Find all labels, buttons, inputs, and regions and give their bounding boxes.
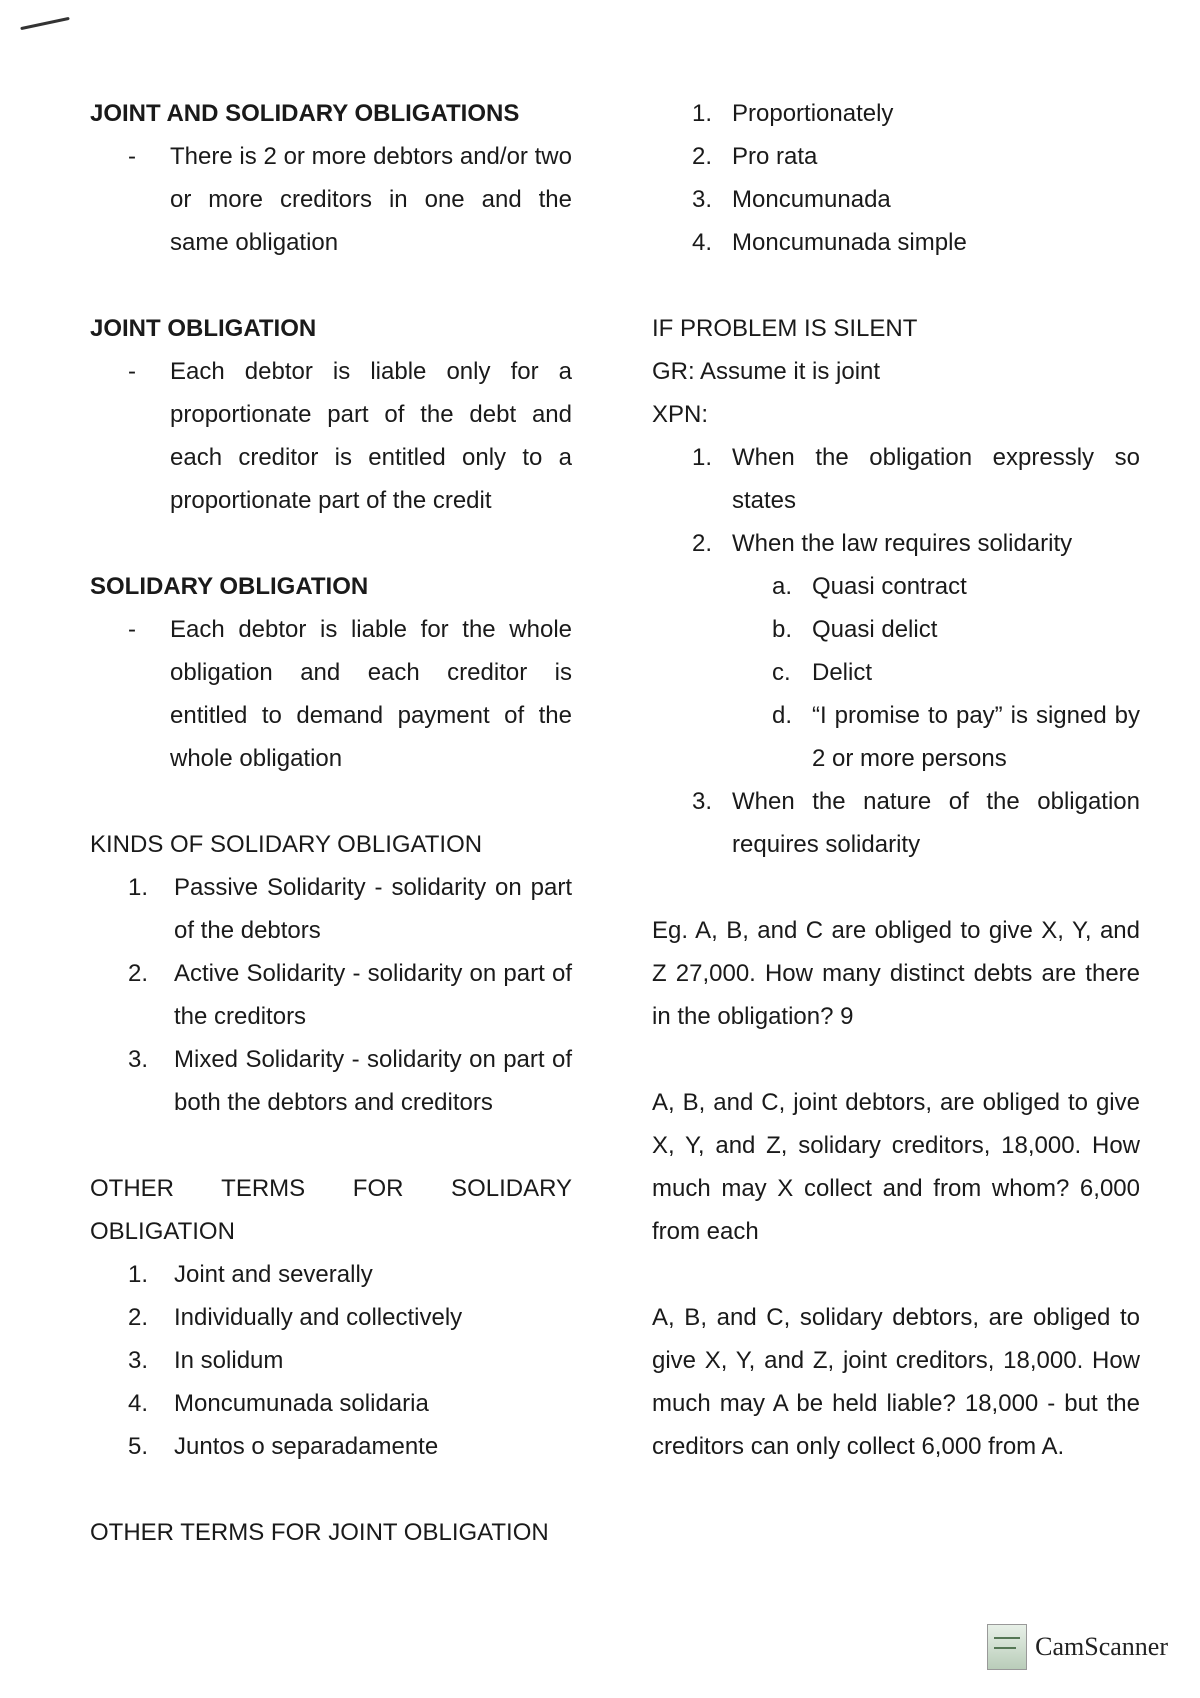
list-text: Moncumunada simple	[732, 229, 967, 256]
list-text: When the law requires solidarity	[732, 530, 1073, 557]
section-solidary-obligation	[90, 565, 572, 780]
heading-kinds-of-solidary: KINDS OF SOLIDARY OBLIGATION	[90, 831, 483, 858]
heading-other-terms-joint: OTHER TERMS FOR JOINT OBLIGATION	[90, 1519, 549, 1546]
list-number: 1.	[128, 1261, 149, 1288]
list-number: 2.	[128, 1304, 149, 1331]
list-number: 3.	[692, 186, 713, 213]
list-text: Moncumunada solidaria	[174, 1390, 429, 1417]
section-joint-obligation	[90, 307, 572, 522]
list-item	[90, 1382, 572, 1425]
list-item	[652, 135, 1140, 178]
list-text: Proportionately	[732, 100, 894, 127]
definition-text: Each debtor is liable for the whole obligation and each creditor is entitled to demand payment of the whole obligation	[170, 616, 572, 772]
list-number: 1.	[128, 874, 149, 901]
definition-joint-and-solidary	[90, 135, 572, 264]
exceptions-list	[652, 436, 1140, 565]
camscanner-watermark	[987, 1624, 1168, 1670]
dash-bullet: -	[128, 143, 136, 170]
list-number: 2.	[128, 960, 149, 987]
list-text: Pro rata	[732, 143, 818, 170]
section-kinds-of-solidary	[90, 823, 572, 1124]
scan-pen-mark	[20, 17, 70, 30]
sublist-item	[652, 694, 1140, 780]
list-text: Mixed Solidarity - solidarity on part of both the debtors and creditors	[174, 1046, 572, 1116]
example-distinct-debts: Eg. A, B, and C are obliged to give X, Y, and Z 27,000. How many distinct debts are there in the obligation? 9	[652, 917, 1140, 1030]
camscanner-brand: CamScanner	[1035, 1632, 1168, 1661]
general-rule: GR: Assume it is joint	[652, 358, 881, 385]
sublist-letter: d.	[772, 702, 793, 729]
definition-joint-obligation	[90, 350, 572, 522]
other-terms-solidary-list	[90, 1253, 572, 1468]
list-item	[652, 178, 1140, 221]
sublist-text: “I promise to pay” is signed by 2 or more persons	[812, 702, 1140, 772]
sublist-letter: a.	[772, 573, 793, 600]
sublist-text: Quasi delict	[812, 616, 938, 643]
list-number: 5.	[128, 1433, 149, 1460]
definition-text: There is 2 or more debtors and/or two or more creditors in one and the same obligation	[170, 143, 572, 256]
example-solidary-debtors: A, B, and C, solidary debtors, are obliged to give X, Y, and Z, joint creditors, 18,000. How much may A be held liable? 18,000 - but the creditors can only collect 6,000 from A.	[652, 1304, 1140, 1460]
list-item	[90, 1253, 572, 1296]
left-column	[90, 92, 572, 1554]
list-number: 3.	[128, 1046, 149, 1073]
list-item	[652, 221, 1140, 264]
list-text: Moncumunada	[732, 186, 891, 213]
section-other-terms-solidary	[90, 1167, 572, 1468]
list-item	[90, 1296, 572, 1339]
list-text: When the obligation expressly so states	[732, 444, 1140, 514]
list-number: 3.	[692, 788, 713, 815]
section-other-terms-joint	[90, 1511, 572, 1554]
dash-bullet: -	[128, 616, 136, 643]
list-number: 2.	[692, 530, 713, 557]
list-number: 1.	[692, 444, 713, 471]
list-text: Active Solidarity - solidarity on part of the creditors	[174, 960, 572, 1030]
definition-text: Each debtor is liable only for a proportionate part of the debt and each creditor is entitled only to a proportionate part of the credit	[170, 358, 572, 514]
list-item	[652, 92, 1140, 135]
list-text: Juntos o separadamente	[174, 1433, 439, 1460]
list-item	[90, 1038, 572, 1124]
exception-label: XPN:	[652, 401, 709, 428]
law-solidarity-sublist	[652, 565, 1140, 780]
list-item	[90, 1425, 572, 1468]
list-item	[90, 952, 572, 1038]
list-item	[90, 866, 572, 952]
right-column	[652, 92, 1140, 1468]
example-joint-debtors: A, B, and C, joint debtors, are obliged to give X, Y, and Z, solidary creditors, 18,000. How much may X collect and from whom? 6,000 from each	[652, 1089, 1140, 1245]
camscanner-logo-icon	[987, 1624, 1027, 1670]
heading-joint-and-solidary: JOINT AND SOLIDARY OBLIGATIONS	[90, 100, 520, 127]
heading-if-problem-silent: IF PROBLEM IS SILENT	[652, 315, 918, 342]
joint-terms-list	[652, 92, 1140, 264]
section-if-problem-silent	[652, 307, 1140, 866]
list-number: 3.	[128, 1347, 149, 1374]
list-number: 1.	[692, 100, 713, 127]
list-number: 2.	[692, 143, 713, 170]
list-item	[90, 1339, 572, 1382]
sublist-text: Quasi contract	[812, 573, 967, 600]
list-item	[652, 522, 1140, 565]
dash-bullet: -	[128, 358, 136, 385]
list-text: When the nature of the obligation requires solidarity	[732, 788, 1140, 858]
definition-solidary-obligation	[90, 608, 572, 780]
sublist-item	[652, 608, 1140, 651]
sublist-letter: c.	[772, 659, 791, 686]
heading-other-terms-solidary-line2: OBLIGATION	[90, 1218, 235, 1245]
heading-other-terms-solidary-line1: OTHER TERMS FOR SOLIDARY	[90, 1175, 572, 1202]
heading-joint-obligation: JOINT OBLIGATION	[90, 315, 317, 342]
kinds-list	[90, 866, 572, 1124]
list-text: Passive Solidarity - solidarity on part of the debtors	[174, 874, 572, 944]
sublist-item	[652, 651, 1140, 694]
exceptions-list-continued	[652, 780, 1140, 866]
heading-solidary-obligation: SOLIDARY OBLIGATION	[90, 573, 369, 600]
list-text: In solidum	[174, 1347, 284, 1374]
list-item	[652, 436, 1140, 522]
section-joint-and-solidary	[90, 92, 572, 264]
sublist-text: Delict	[812, 659, 873, 686]
list-number: 4.	[692, 229, 713, 256]
list-number: 4.	[128, 1390, 149, 1417]
sublist-item	[652, 565, 1140, 608]
list-text: Individually and collectively	[174, 1304, 463, 1331]
list-item	[652, 780, 1140, 866]
sublist-letter: b.	[772, 616, 793, 643]
list-text: Joint and severally	[174, 1261, 373, 1288]
